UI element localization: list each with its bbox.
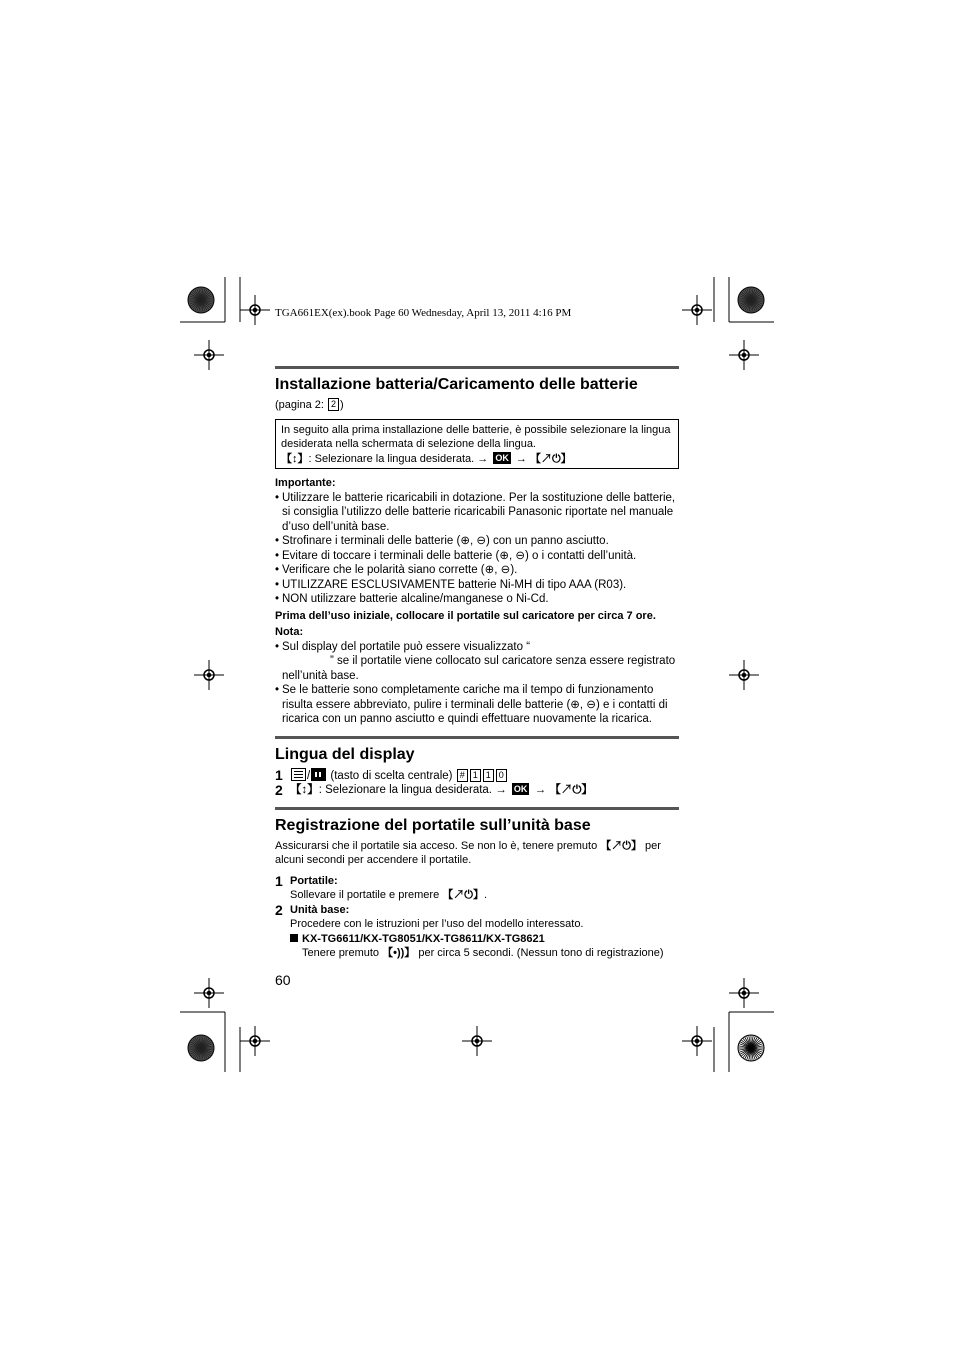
language-step-2: 2 【↕】: Selezionare la lingua desiderata. → OK → 【↗⏻】 [275, 782, 593, 798]
list-item: • UTILIZZARE ESCLUSIVAMENTE batterie Ni-MH di tipo AAA (R03). [275, 578, 679, 593]
arrow-icon: → [534, 784, 547, 796]
crosshair-dot [695, 308, 700, 313]
box-step: 【↕】: Selezionare la lingua desiderata. → OK → 【↗⏻】 [281, 452, 572, 465]
page-content [275, 366, 679, 961]
language-info-box [275, 419, 679, 470]
box-text: In seguito alla prima installazione delle batterie, è possibile selezionare la lingua desiderata nella schermata di selezione della lingua. [281, 423, 671, 450]
important-label: Importante: [275, 477, 336, 489]
crosshair-dot [695, 1039, 700, 1044]
crosshair-dot [253, 1039, 258, 1044]
page-reference: (pagina 2: 2 ) [275, 399, 344, 411]
terminal-icons: ⊕, ⊖ [460, 535, 487, 547]
square-bullet-icon [290, 934, 298, 942]
crosshair-dot [253, 308, 258, 313]
power-icon: 【↗⏻】 [442, 889, 484, 901]
menu-grid-icon [311, 768, 326, 781]
section-title-battery: Installazione batteria/Caricamento delle batterie [275, 376, 638, 393]
section-rule [275, 807, 679, 810]
list-item: • Evitare di toccare i terminali delle batterie (⊕, ⊖) o i contatti dell’unità. [275, 549, 679, 564]
registration-intro: Assicurarsi che il portatile sia acceso. Se non lo è, tenere premuto 【↗⏻】 per alcuni secondi per accendere il portatile. [275, 839, 661, 866]
list-item: • Strofinare i terminali delle batterie (⊕, ⊖) con un panno asciutto. [275, 534, 679, 549]
power-icon: 【↗⏻】 [600, 839, 642, 852]
arrow-icon: → [495, 784, 507, 796]
updown-icon: 【↕】 [281, 452, 309, 465]
terminal-icons: ⊕, ⊖ [484, 564, 511, 576]
menu-icon [291, 768, 306, 781]
section-title-language: Lingua del display [275, 745, 415, 763]
list-item: • NON utilizzare batterie alcaline/manganese o Ni-Cd. [275, 592, 679, 607]
page-key: 2 [328, 398, 339, 411]
registration-step-1: 1 Portatile: Sollevare il portatile e premere 【↗⏻】. [275, 872, 488, 901]
power-icon: 【↗⏻】 [529, 452, 572, 465]
charging-note: Prima dell’uso iniziale, collocare il portatile sul caricatore per circa 7 ore. [275, 609, 656, 622]
page-number: 60 [275, 972, 291, 988]
list-item: • Se le batterie sono completamente cariche ma il tempo di funzionamento risulta essere abbreviato, pulire i terminali delle batterie (⊕, ⊖) e i contatti di ricarica con un panno asciutto e quindi effettuare nuovamente la ricarica. [275, 683, 679, 727]
digit-key: 1 [470, 769, 481, 782]
updown-icon: 【↕】 [290, 784, 319, 796]
digit-key: 0 [496, 769, 507, 782]
list-item: • Utilizzare le batterie ricaricabili in dotazione. Per la sostituzione delle batterie, si consiglia l’utilizzo delle batterie ricaricabili Panasonic riportate nel manuale d’uso dell’unità base. [275, 491, 679, 535]
crosshair-dot [475, 1039, 480, 1044]
registration-step-2: 2 Unità base: Procedere con le istruzioni per l’uso del modello interessato. KX-TG6611/KX-TG8051/KX-TG8611/KX-TG8621 Tenere premuto 【•))】 per circa 5 secondi. (Nessun tono di registrazione) [275, 901, 664, 959]
crosshair-dot [742, 353, 747, 358]
crosshair-dot [207, 353, 212, 358]
digit-key: 1 [483, 769, 494, 782]
arrow-icon: → [477, 452, 489, 465]
section-rule [275, 736, 679, 739]
crosshair-dot [207, 673, 212, 678]
important-list [275, 491, 679, 607]
ok-icon: OK [513, 784, 528, 794]
nota-label: Nota: [275, 626, 304, 638]
power-icon: 【↗⏻】 [549, 784, 593, 796]
ok-icon: OK [495, 452, 509, 463]
book-header-line: TGA661EX(ex).book Page 60 Wednesday, April 13, 2011 4:16 PM [275, 307, 572, 319]
list-item: • Sul display del portatile può essere visualizzato “ ” se il portatile viene collocato sul caricatore senza essere registrato nell’unità base. [275, 640, 679, 684]
crosshair-dot [742, 991, 747, 996]
crosshair-dot [742, 673, 747, 678]
terminal-icons: ⊕, ⊖ [499, 549, 525, 562]
language-step-1: 1 / (tasto di scelta centrale) # 1 1 0 [275, 768, 679, 784]
nota-list [275, 640, 679, 727]
section-rule [275, 366, 679, 369]
section-title-registration: Registrazione del portatile sull’unità base [275, 816, 591, 834]
list-item: • Verificare che le polarità siano corrette (⊕, ⊖). [275, 563, 679, 578]
crosshair-dot [207, 991, 212, 996]
arrow-icon: → [515, 452, 527, 465]
locator-icon: 【•))】 [382, 947, 416, 959]
terminal-icons: ⊕, ⊖ [570, 698, 596, 711]
hash-key: # [457, 769, 468, 782]
